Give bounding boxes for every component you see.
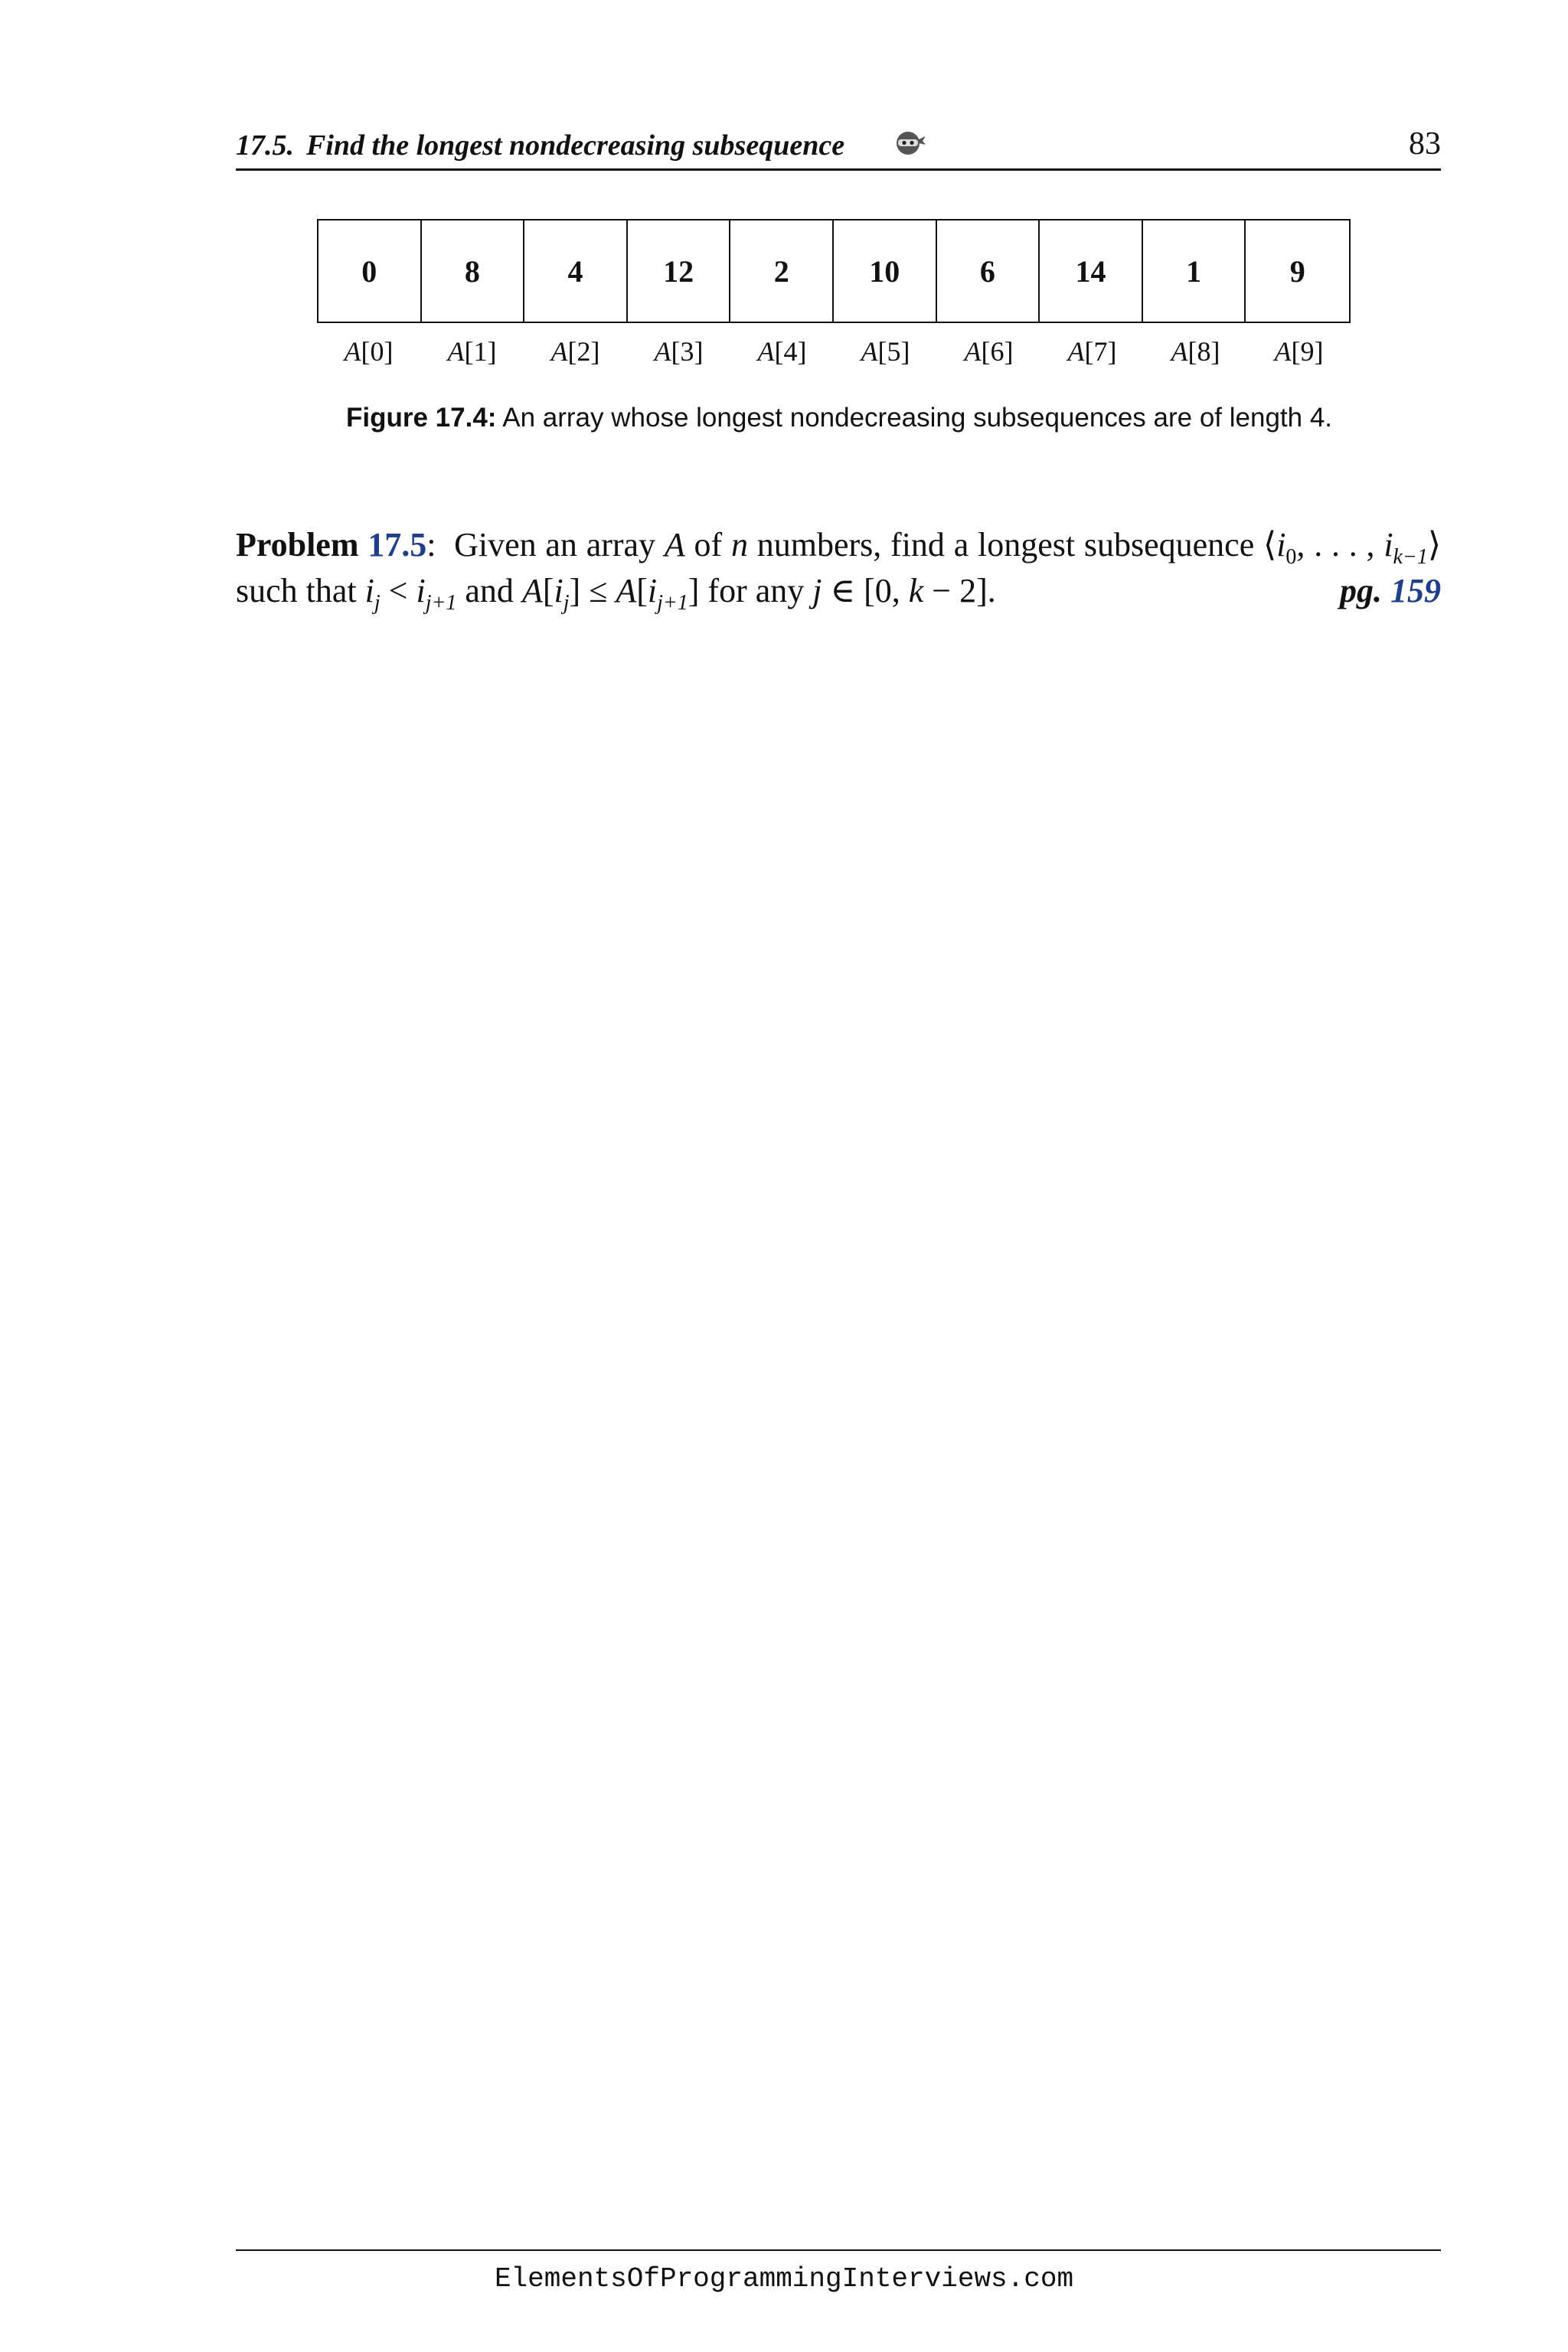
array-cell: 6 xyxy=(937,220,1040,322)
running-header xyxy=(236,124,1441,171)
index-label: A[6] xyxy=(964,336,1014,367)
array-cell: 12 xyxy=(628,220,731,322)
index-label: A[2] xyxy=(550,336,600,367)
array-index-labels xyxy=(317,335,1351,374)
index-label: A[9] xyxy=(1274,336,1324,367)
array-cell: 0 xyxy=(318,220,422,322)
section-number: 17.5. xyxy=(236,129,294,162)
problem-line-1: Problem 17.5: Given an array A of n numbers, find a longest subsequence $⟨i_0$, . . . , $i_{k-1}⟩$ xyxy=(236,526,1442,569)
array-cell: 14 xyxy=(1040,220,1143,322)
page-number: 83 xyxy=(1409,126,1441,162)
index-label: A[5] xyxy=(861,336,910,367)
array-cell: 1 xyxy=(1143,220,1246,322)
index-label: A[4] xyxy=(757,336,807,367)
array-cell: 9 xyxy=(1289,253,1305,289)
array-cell: 2 xyxy=(730,220,834,322)
ninja-icon xyxy=(894,130,926,156)
section-heading xyxy=(236,129,844,162)
problem-number-link[interactable]: 17.5 xyxy=(368,526,427,564)
figure-caption xyxy=(346,403,1418,433)
array-cell: 10 xyxy=(834,220,937,322)
index-label: A[0] xyxy=(344,336,394,367)
section-title: Find the longest nondecreasing subsequence xyxy=(306,129,845,162)
figure-caption-label: Figure 17.4: xyxy=(346,403,497,433)
solution-page-ref: pg. 159 xyxy=(1340,572,1441,609)
index-label: A[8] xyxy=(1171,336,1220,367)
footer-website: ElementsOfProgrammingInterviews.com xyxy=(494,2263,1074,2295)
figure-caption-text: An array whose longest nondecreasing subsequences are of length 4. xyxy=(502,403,1333,433)
problem-line-2: such that $i_j < i_{j+1}$ and $A[i_j] \le A[i_{j+1}]$ for any j ∈ [0, k − 2]. pg. 159 xyxy=(236,568,1441,614)
index-label: A[1] xyxy=(447,336,497,367)
array-cell: 8 xyxy=(422,220,525,322)
problem-statement xyxy=(236,522,1441,614)
solution-page-link[interactable]: 159 xyxy=(1390,572,1441,609)
problem-label: Problem xyxy=(236,526,359,564)
array-cell: 4 xyxy=(524,220,628,322)
footer-rule xyxy=(236,2249,1441,2251)
array-diagram xyxy=(317,219,1351,323)
index-label: A[3] xyxy=(654,336,704,367)
index-label: A[7] xyxy=(1067,336,1117,367)
